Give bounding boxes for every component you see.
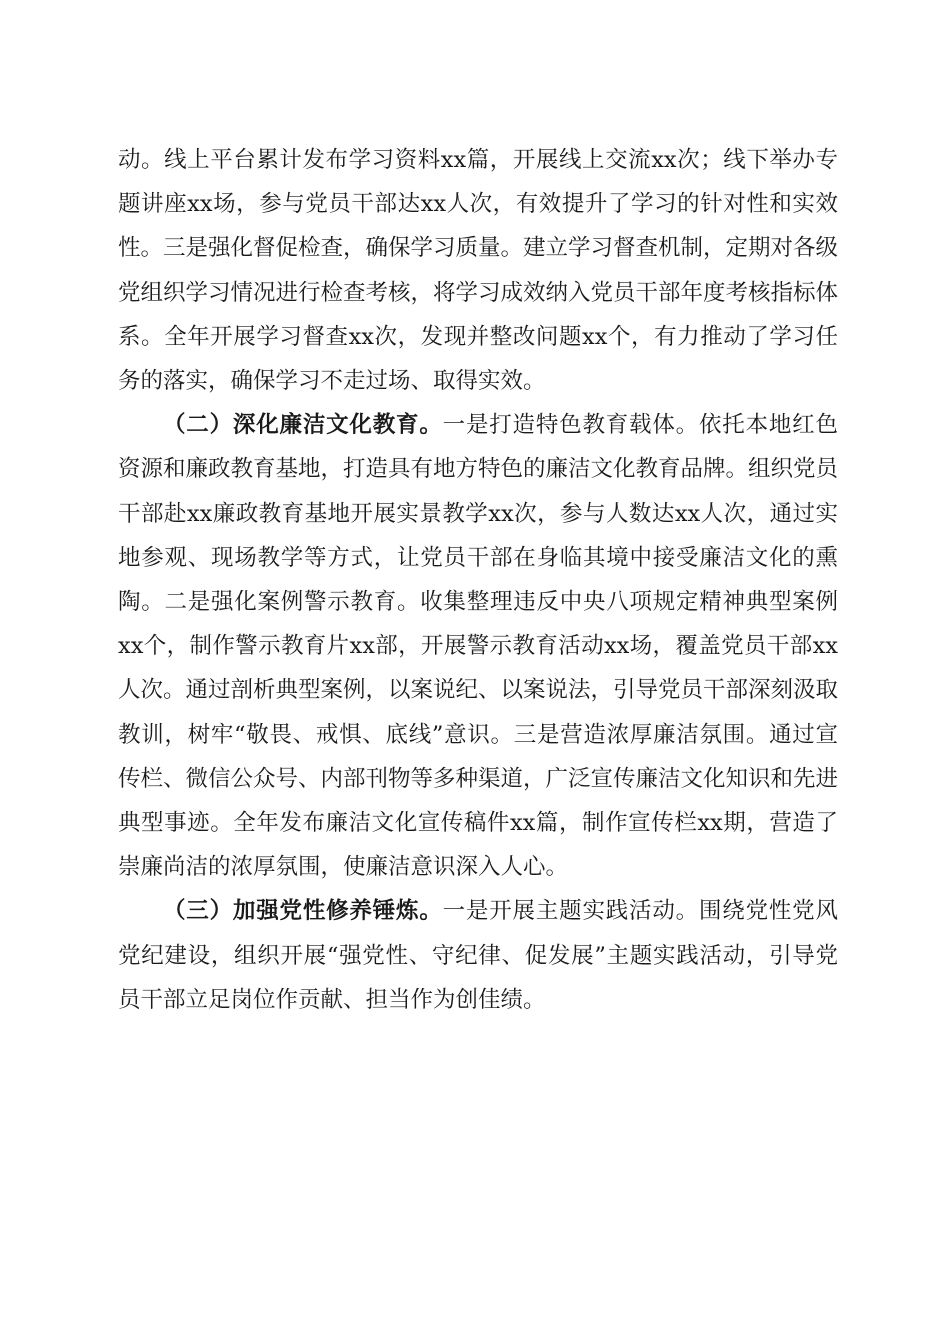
section-heading-3: （三）加强党性修养锤炼。 xyxy=(163,898,443,925)
paragraph-1-body: 动。线上平台累计发布学习资料xx篇，开展线上交流xx次；线下举办专题讲座xx场，参与党员干部达xx人次，有效提升了学习的针对性和实效性。三是强化督促检查，确保学习质量。建立学习督查机制，定期对各级党组织学习情况进行检查考核，将学习成效纳入党员干部年度考核指标体系。全年开展学习督查xx次，发现并整改问题xx个，有力推动了学习任务的落实，确保学习不走过场、取得实效。 xyxy=(118,147,839,395)
paragraph-3 xyxy=(118,889,838,1022)
paragraph-2-body: 一是打造特色教育载体。依托本地红色资源和廉政教育基地，打造具有地方特色的廉洁文化教育品牌。组织党员干部赴xx廉政教育基地开展实景教学xx次，参与人数达xx人次，通过实地参观、现场教学等方式，让党员干部在身临其境中接受廉洁文化的熏陶。二是强化案例警示教育。收集整理违反中央八项规定精神典型案例xx个，制作警示教育片xx部，开展警示教育活动xx场，覆盖党员干部xx人次。通过剖析典型案例，以案说纪、以案说法，引导党员干部深刻汲取教训，树牢“敬畏、戒惧、底线”意识。三是营造浓厚廉洁氛围。通过宣传栏、微信公众号、内部刊物等多种渠道，广泛宣传廉洁文化知识和先进典型事迹。全年发布廉洁文化宣传稿件xx篇，制作宣传栏xx期，营造了崇廉尚洁的浓厚氛围，使廉洁意识深入人心。 xyxy=(118,412,839,881)
paragraph-1 xyxy=(118,138,838,403)
document-page xyxy=(118,138,838,1022)
paragraph-3-body: 一是开展主题实践活动。围绕党性党风党纪建设，组织开展“强党性、守纪律、促发展”主题实践活动，引导党员干部立足岗位作贡献、担当作为创佳绩。 xyxy=(118,898,838,1013)
section-heading-2: （二）深化廉洁文化教育。 xyxy=(163,412,443,439)
paragraph-2 xyxy=(118,403,838,889)
